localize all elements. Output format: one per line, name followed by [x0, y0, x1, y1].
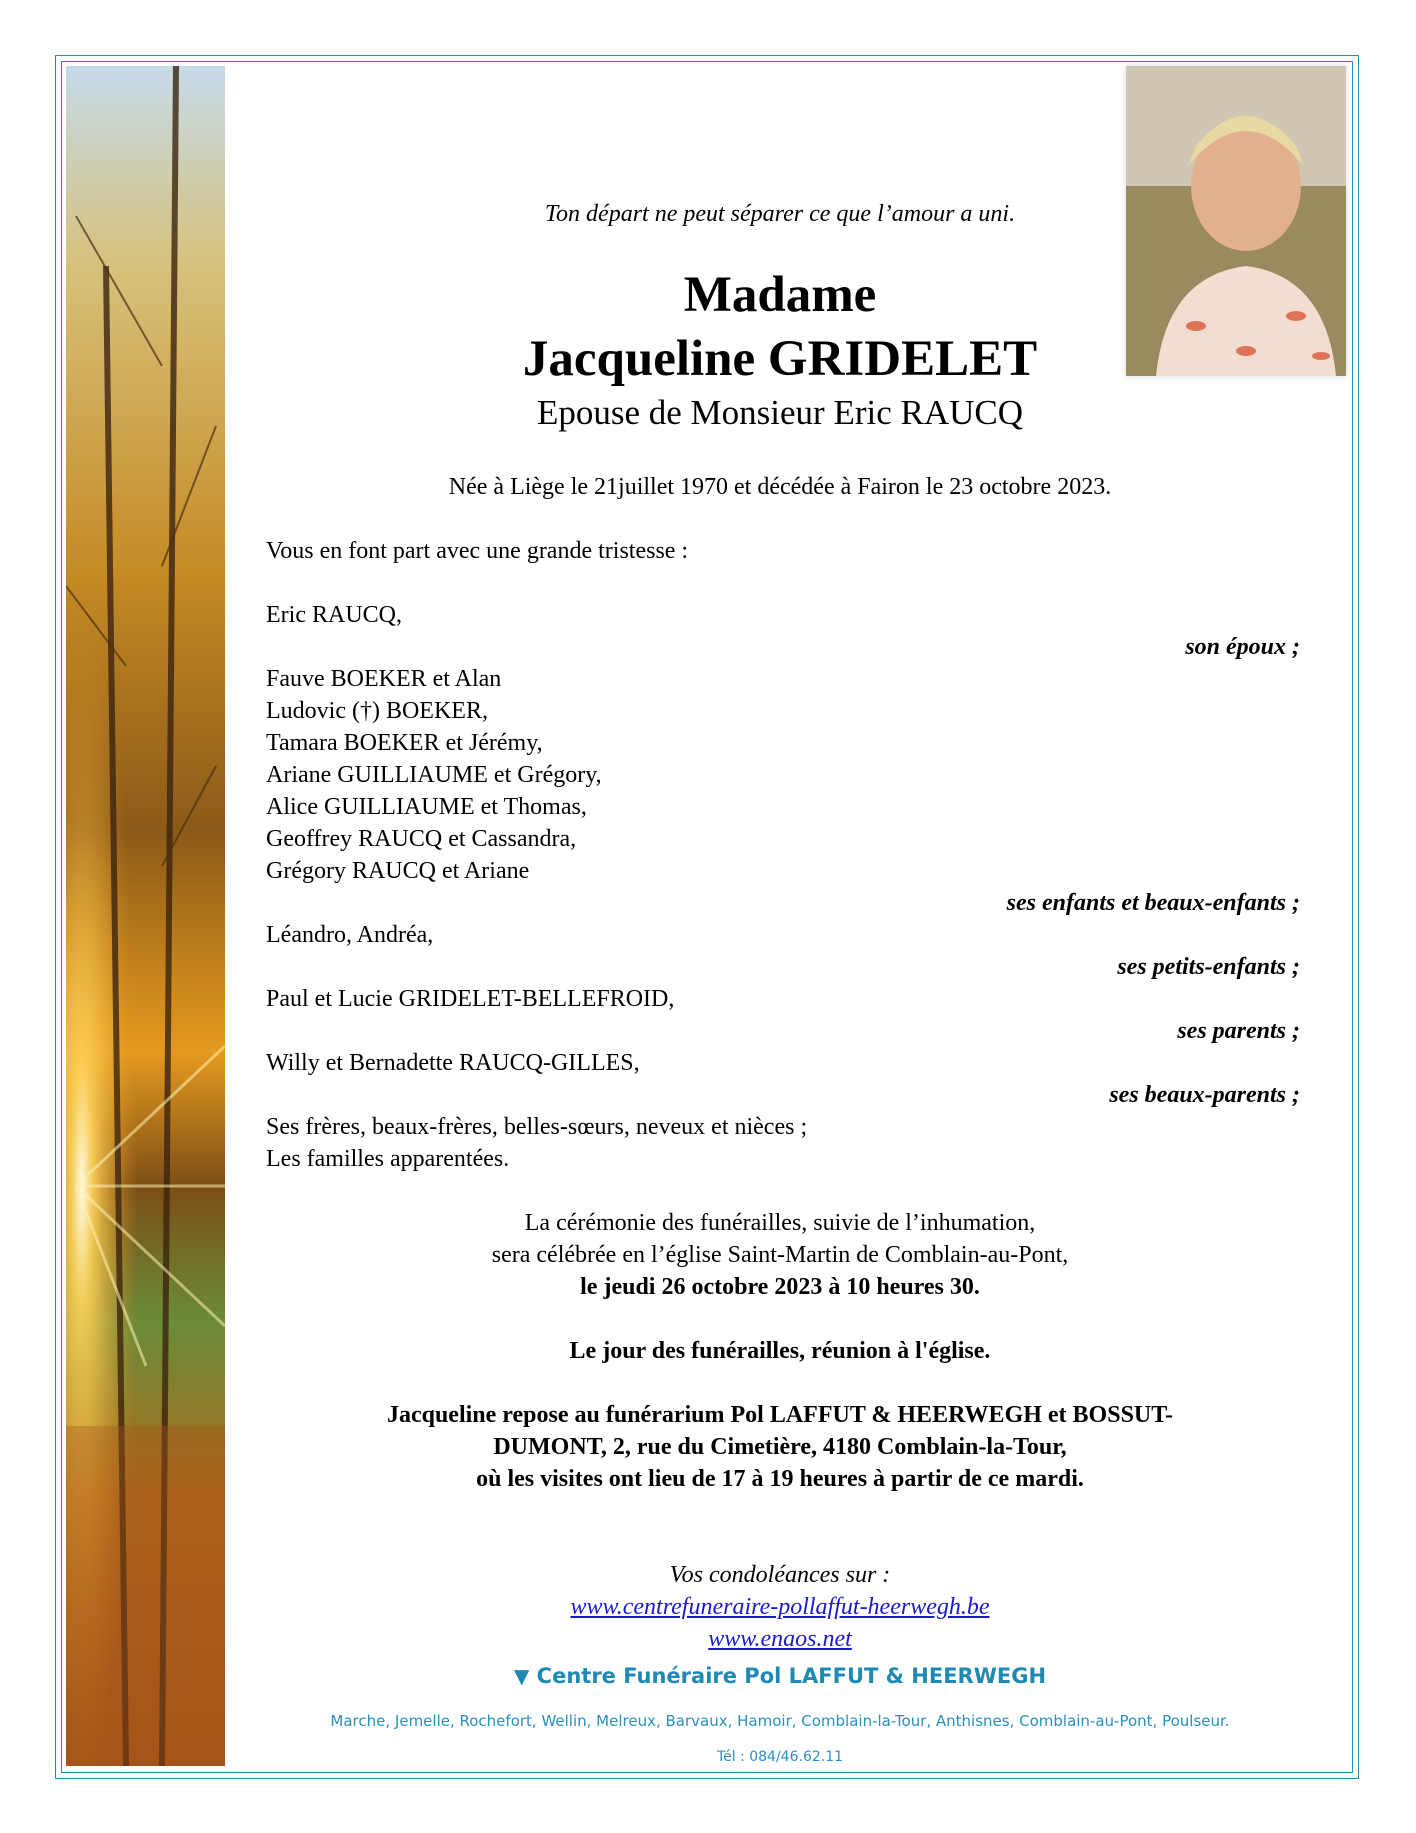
autumn-forest-image [66, 66, 225, 1766]
child-entry: Ludovic (†) BOEKER, [266, 698, 488, 724]
child-entry: Alice GUILLIAUME et Thomas, [266, 794, 587, 820]
child-entry: Geoffrey RAUCQ et Cassandra, [266, 826, 577, 852]
phone-number: Tél : 084/46.62.11 [716, 1749, 844, 1765]
funeral-centre-brand [260, 1664, 1300, 1688]
grandchildren-relation: ses petits-enfants ; [1117, 954, 1300, 980]
parents-relation: ses parents ; [1177, 1018, 1300, 1044]
birth-death-dates: Née à Liège le 21juillet 1970 et décédée à Fairon le 23 octobre 2023. [448, 474, 1112, 500]
parents-names: Paul et Lucie GRIDELET-BELLEFROID, [266, 986, 675, 1012]
ceremony-line-2: sera célébrée en l’église Saint-Martin de Comblain-au-Pont, [491, 1242, 1069, 1268]
related-families: Les familles apparentées. [266, 1146, 510, 1172]
child-entry: Tamara BOEKER et Jérémy, [266, 730, 543, 756]
spouse-name: Eric RAUCQ, [266, 602, 402, 628]
in-laws-names: Willy et Bernadette RAUCQ-GILLES, [266, 1050, 640, 1076]
condolences-link-row [260, 1594, 1300, 1621]
branch-locations: Marche, Jemelle, Rochefort, Wellin, Melreux, Barvaux, Hamoir, Comblain-la-Tour, Anthisnes, Comblain-au-Pont, Poulseur. [330, 1712, 1230, 1730]
condolences-label: Vos condoléances sur : [669, 1562, 891, 1588]
children-relation: ses enfants et beaux-enfants ; [1006, 890, 1300, 916]
child-entry: Grégory RAUCQ et Ariane [266, 858, 530, 884]
triangle-down-icon: ▼ [513, 1664, 530, 1688]
extended-family: Ses frères, beaux-frères, belles-sœurs, neveux et nièces ; [266, 1114, 808, 1140]
forest-illustration [66, 66, 225, 1766]
brand-name: Centre Funéraire Pol LAFFUT & HEERWEGH [536, 1664, 1047, 1688]
spouse-relation: son époux ; [1185, 634, 1300, 660]
ceremony-line-1: La cérémonie des funérailles, suivie de l’inhumation, [524, 1210, 1036, 1236]
announcement-intro: Vous en font part avec une grande tristesse : [266, 538, 689, 564]
child-entry: Ariane GUILLIAUME et Grégory, [266, 762, 602, 788]
deceased-title: Madame [683, 267, 877, 323]
meeting-notice: Le jour des funérailles, réunion à l'église. [569, 1338, 991, 1364]
ceremony-date: le jeudi 26 octobre 2023 à 10 heures 30. [580, 1274, 980, 1300]
enaos-website-link[interactable]: www.enaos.net [708, 1626, 852, 1652]
visitation-line-2: DUMONT, 2, rue du Cimetière, 4180 Comblain-la-Tour, [493, 1434, 1067, 1460]
funeral-centre-website-link[interactable]: www.centrefuneraire-pollaffut-heerwegh.be [570, 1594, 990, 1620]
spouse-line: Epouse de Monsieur Eric RAUCQ [536, 393, 1024, 432]
deceased-name: Jacqueline GRIDELET [522, 331, 1038, 387]
visitation-line-1: Jacqueline repose au funérarium Pol LAFFUT & HEERWEGH et BOSSUT- [386, 1402, 1174, 1428]
enaos-link-row [260, 1626, 1300, 1653]
visitation-line-3: où les visites ont lieu de 17 à 19 heures à partir de ce mardi. [476, 1466, 1084, 1492]
child-entry: Fauve BOEKER et Alan [266, 666, 502, 692]
grandchildren-names: Léandro, Andréa, [266, 922, 434, 948]
epitaph-quote: Ton départ ne peut séparer ce que l’amour a uni. [544, 201, 1016, 227]
in-laws-relation: ses beaux-parents ; [1109, 1082, 1300, 1108]
